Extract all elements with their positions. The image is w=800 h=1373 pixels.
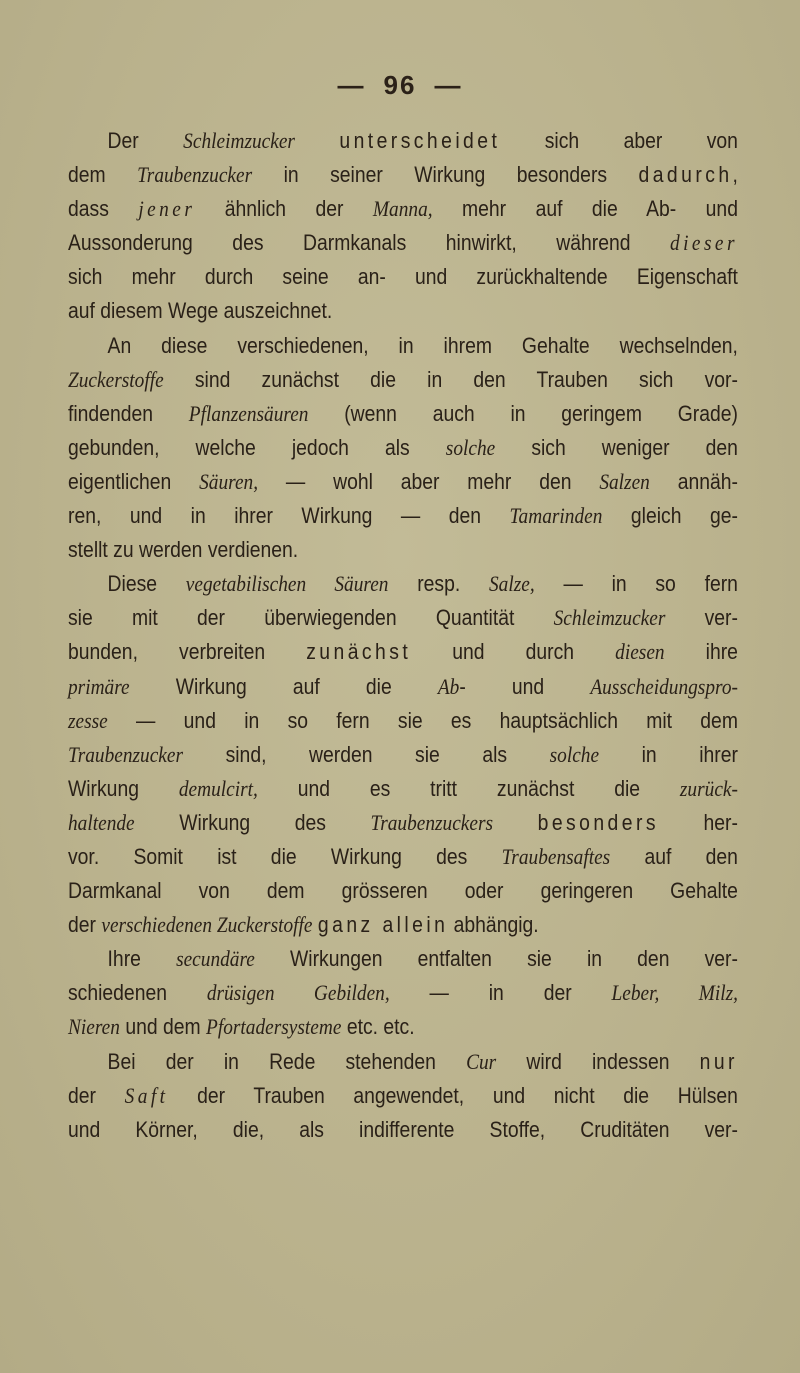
text-segment: sich weniger den <box>495 434 738 460</box>
text-segment: sie mit der überwiegenden Quantität <box>68 605 554 631</box>
italic-emphasis: Traubenzucker <box>68 741 184 767</box>
text-line <box>68 533 738 567</box>
text-segment: und dem <box>119 1014 207 1040</box>
text-segment: her- <box>658 809 738 835</box>
text-line <box>68 976 738 1010</box>
text-segment: Wirkungen entfalten sie in den ver- <box>254 946 738 972</box>
text-line <box>68 363 738 397</box>
text-segment: der Trauben angewendet, und nicht die Hülsen <box>168 1082 738 1108</box>
text-line <box>68 840 738 874</box>
page-number <box>0 70 800 101</box>
text-line <box>68 738 738 772</box>
text-segment: Bei der in Rede stehenden <box>107 1048 467 1074</box>
italic-emphasis: Salze, <box>489 571 535 597</box>
text-line <box>68 601 738 635</box>
text-segment: — in so fern <box>534 571 738 597</box>
text-line <box>68 567 738 601</box>
text-segment: und es tritt zunächst die <box>257 775 680 801</box>
text-line <box>68 1079 738 1113</box>
text-segment: ver- <box>665 605 738 631</box>
text-segment: wird indessen <box>496 1048 700 1074</box>
text-segment: ihre <box>664 639 738 665</box>
text-segment: etc. etc. <box>341 1014 415 1040</box>
italic-emphasis: Pfortadersysteme <box>206 1014 342 1040</box>
text-segment: auf diesem Wege auszeichnet. <box>68 298 333 324</box>
italic-emphasis: vegetabilischen Säuren <box>185 571 389 597</box>
spaced-italic-emphasis: Saft <box>124 1082 169 1108</box>
italic-emphasis: haltende <box>68 809 135 835</box>
italic-emphasis: Salzen <box>599 468 650 494</box>
text-segment: — in der <box>389 980 612 1006</box>
text-line <box>68 772 738 806</box>
text-segment: in ihrer <box>599 741 738 767</box>
italic-emphasis: Tamarinden <box>509 503 603 529</box>
italic-emphasis: zurück- <box>679 775 738 801</box>
italic-emphasis: solche <box>549 741 600 767</box>
spaced-emphasis: unterscheidet <box>339 128 501 153</box>
text-line <box>68 431 738 465</box>
text-segment: Wirkung auf die <box>129 673 438 699</box>
text-line <box>68 1045 738 1079</box>
page-number-value: 96 <box>383 70 417 100</box>
text-segment: abhängig. <box>448 912 539 938</box>
italic-emphasis: Traubensaftes <box>501 843 611 869</box>
text-segment: Wirkung <box>68 775 179 801</box>
text-line <box>68 294 738 328</box>
text-segment <box>295 128 339 153</box>
text-segment: gebunden, welche jedoch als <box>68 434 446 460</box>
text-segment: mehr auf die Ab- und <box>432 196 738 222</box>
text-segment: der <box>68 1082 125 1108</box>
text-line <box>68 1010 738 1044</box>
text-line <box>68 806 738 840</box>
text-segment: - und <box>459 673 591 699</box>
text-segment: annäh- <box>649 468 738 494</box>
italic-emphasis: Traubenzuckers <box>370 809 494 835</box>
text-segment: sich mehr durch seine an- und zurückhaltende Eigenschaft <box>68 264 738 290</box>
text-line <box>68 158 738 192</box>
text-segment: An diese verschiedenen, in ihrem Gehalte wechselnden, <box>107 332 738 358</box>
text-line <box>68 908 738 942</box>
text-segment: ren, und in ihrer Wirkung — den <box>68 503 510 529</box>
italic-emphasis: Zuckerstoffe <box>68 366 164 392</box>
text-segment: und durch <box>411 639 616 665</box>
italic-emphasis: solche <box>445 434 496 460</box>
italic-emphasis: Schleimzucker <box>553 605 666 631</box>
italic-emphasis: Ausscheidungspro- <box>590 673 738 699</box>
text-line <box>68 260 738 294</box>
text-segment: Ihre <box>107 946 177 972</box>
text-line <box>68 226 738 260</box>
text-segment: vor. Somit ist die Wirkung des <box>68 843 502 869</box>
page-number-dash-left: — <box>337 70 366 100</box>
text-line <box>68 874 738 908</box>
text-segment: , <box>732 162 738 188</box>
italic-emphasis: Leber, Milz, <box>611 980 738 1006</box>
text-segment: sind zunächst die in den Trauben sich vor- <box>163 366 738 392</box>
italic-emphasis: Schleimzucker <box>183 128 295 153</box>
text-segment: — und in so fern sie es hauptsächlich mit dem <box>107 707 738 733</box>
text-segment: bunden, verbreiten <box>68 639 307 665</box>
italic-emphasis: drüsigen Gebilden, <box>206 980 390 1006</box>
text-segment: Aussonderung des Darmkanals hinwirkt, während <box>68 230 670 256</box>
spaced-italic-emphasis: dieser <box>670 230 738 256</box>
text-segment: Diese <box>107 571 186 597</box>
text-segment: resp. <box>388 571 490 597</box>
italic-emphasis: Traubenzucker <box>137 162 253 188</box>
text-line <box>68 704 738 738</box>
text-segment: auf den <box>610 843 738 869</box>
text-segment: eigentlichen <box>68 468 200 494</box>
italic-emphasis: secundäre <box>176 946 255 972</box>
text-line <box>68 329 738 363</box>
text-segment: in seiner Wirkung besonders <box>252 162 639 188</box>
italic-emphasis: Ab <box>437 673 460 699</box>
spaced-emphasis: zunächst <box>306 639 412 665</box>
text-segment: schiedenen <box>68 980 207 1006</box>
text-segment: (wenn auch in geringem Grade) <box>308 400 738 426</box>
text-segment: Wirkung des <box>134 809 371 835</box>
italic-emphasis: diesen <box>615 639 665 665</box>
text-line <box>68 397 738 431</box>
italic-emphasis: Nieren <box>68 1014 120 1040</box>
text-segment: gleich ge- <box>602 503 738 529</box>
text-segment: — wohl aber mehr den <box>258 468 600 494</box>
italic-emphasis: primäre <box>68 673 130 699</box>
text-segment: und Körner, die, als indifferente Stoffe, Cruditäten ver- <box>68 1116 738 1142</box>
page-number-dash-right: — <box>434 70 463 100</box>
spaced-emphasis: dadurch <box>638 162 733 188</box>
italic-emphasis: verschiedenen Zuckerstoffe <box>101 912 313 938</box>
spaced-emphasis: nur <box>699 1048 738 1074</box>
italic-emphasis: Säuren, <box>199 468 259 494</box>
spaced-emphasis: ganz allein <box>317 912 449 938</box>
text-segment: findenden <box>68 400 189 426</box>
text-segment: dass <box>68 196 139 222</box>
text-segment: Der <box>107 128 184 153</box>
text-line <box>68 635 738 669</box>
text-segment: stellt zu werden verdienen. <box>68 537 299 563</box>
spaced-italic-emphasis: jener <box>138 196 196 222</box>
italic-emphasis: Cur <box>466 1048 497 1074</box>
italic-emphasis: demulcirt, <box>178 775 258 801</box>
italic-emphasis: Pflanzensäuren <box>188 400 309 426</box>
text-line <box>68 192 738 226</box>
italic-emphasis: zesse <box>68 707 108 733</box>
text-segment: Darmkanal von dem grösseren oder geringeren Gehalte <box>68 878 738 904</box>
text-segment: sich aber von <box>500 128 738 153</box>
text-line <box>68 1113 738 1147</box>
text-line <box>68 465 738 499</box>
body-text <box>68 124 738 1147</box>
text-line <box>68 124 738 158</box>
text-line <box>68 670 738 704</box>
italic-emphasis: Manna, <box>372 196 433 222</box>
text-segment: dem <box>68 162 138 188</box>
text-segment <box>493 810 538 835</box>
spaced-emphasis: besonders <box>537 809 659 835</box>
text-segment: sind, werden sie als <box>183 741 550 767</box>
text-segment: der <box>68 912 102 938</box>
text-line <box>68 942 738 976</box>
text-line <box>68 499 738 533</box>
text-segment: ähnlich der <box>195 196 373 222</box>
